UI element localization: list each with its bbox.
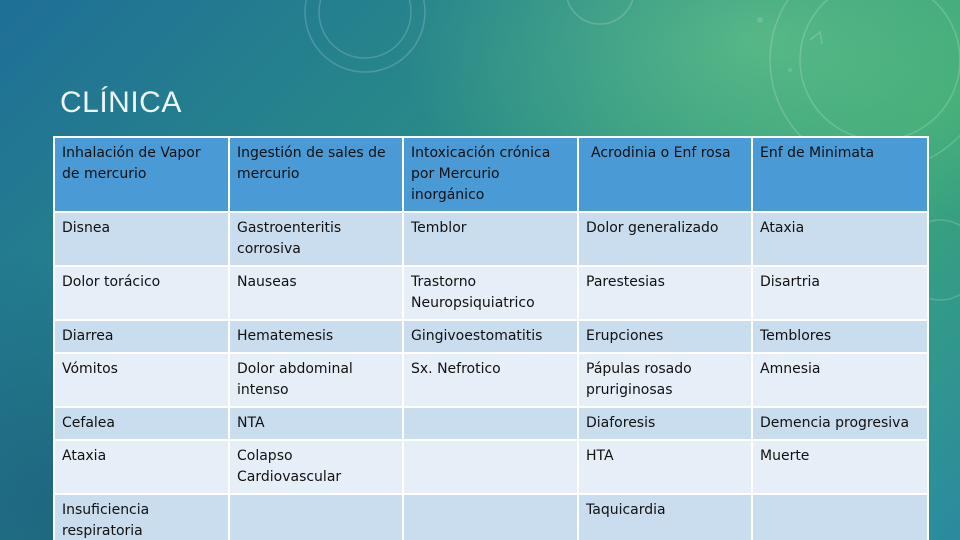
table-cell: Nauseas (229, 266, 403, 320)
table-cell: Gingivoestomatitis (403, 320, 578, 353)
header-cell-ingestion: Ingestión de sales de mercurio (229, 137, 403, 212)
table-cell: Ataxia (54, 440, 229, 494)
header-cell-inhalation: Inhalación de Vapor de mercurio (54, 137, 229, 212)
table-cell (229, 494, 403, 540)
table-cell: NTA (229, 407, 403, 440)
table-cell: Ataxia (752, 212, 928, 266)
table-row (54, 353, 928, 407)
table-cell: Disartria (752, 266, 928, 320)
table-cell: Gastroenteritis corrosiva (229, 212, 403, 266)
table-cell: Dolor torácico (54, 266, 229, 320)
table-cell: Erupciones (578, 320, 752, 353)
table-cell: Taquicardia (578, 494, 752, 540)
table-row (54, 212, 928, 266)
table-cell: Sx. Nefrotico (403, 353, 578, 407)
table-cell: Trastorno Neuropsiquiatrico (403, 266, 578, 320)
table-cell: Parestesias (578, 266, 752, 320)
table-cell: Temblores (752, 320, 928, 353)
table-cell: Temblor (403, 212, 578, 266)
table-cell: Hematemesis (229, 320, 403, 353)
table-cell (403, 440, 578, 494)
table-cell: Cefalea (54, 407, 229, 440)
table-cell (752, 494, 928, 540)
table-cell: Colapso Cardiovascular (229, 440, 403, 494)
table-cell: Dolor generalizado (578, 212, 752, 266)
table-cell: Demencia progresiva (752, 407, 928, 440)
table-row (54, 407, 928, 440)
table-cell (403, 407, 578, 440)
header-cell-chronic: Intoxicación crónica por Mercurio inorgánico (403, 137, 578, 212)
header-cell-minamata: Enf de Minimata (752, 137, 928, 212)
table-cell (403, 494, 578, 540)
slide-title: CLÍNICA (60, 86, 182, 119)
table-cell: Muerte (752, 440, 928, 494)
table-cell: Amnesia (752, 353, 928, 407)
table-cell: Disnea (54, 212, 229, 266)
table-cell: Diaforesis (578, 407, 752, 440)
table-row (54, 266, 928, 320)
table-cell: Dolor abdominal intenso (229, 353, 403, 407)
table-row (54, 440, 928, 494)
table-row (54, 494, 928, 540)
clinical-table (53, 136, 929, 540)
table-row (54, 320, 928, 353)
header-cell-acrodynia: Acrodinia o Enf rosa (578, 137, 752, 212)
table-cell: Diarrea (54, 320, 229, 353)
table-cell: Vómitos (54, 353, 229, 407)
table-cell: Insuficiencia respiratoria (54, 494, 229, 540)
table-cell: Pápulas rosado pruriginosas (578, 353, 752, 407)
table-cell: HTA (578, 440, 752, 494)
table-header-row (54, 137, 928, 212)
